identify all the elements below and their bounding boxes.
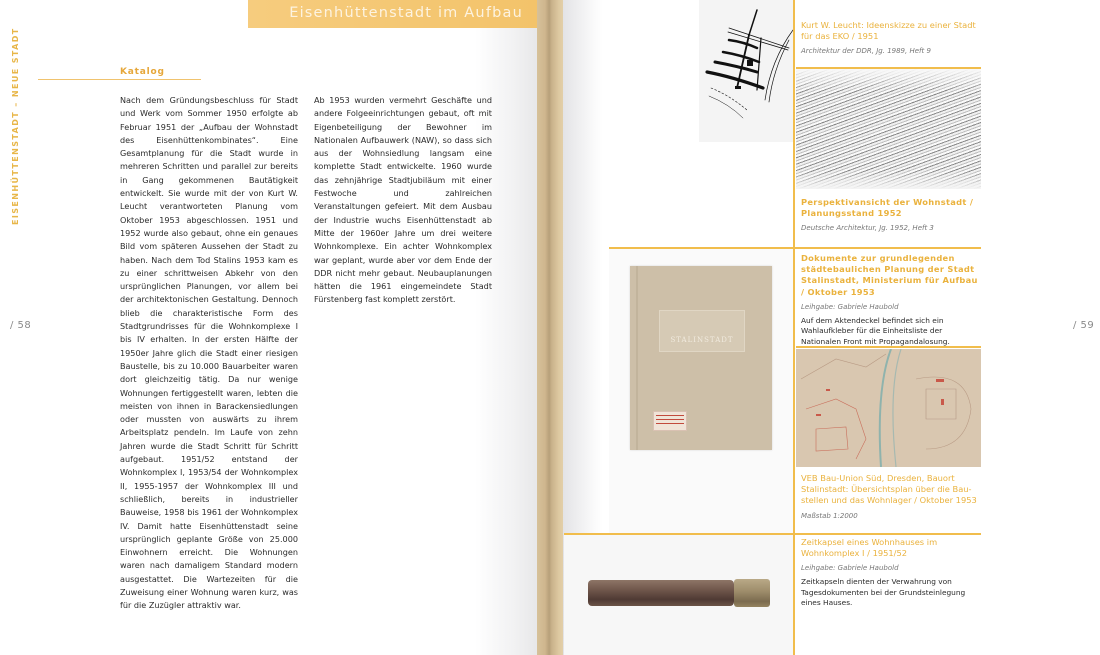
left-page (0, 0, 540, 655)
sketch-drawing-icon (699, 0, 793, 142)
caption-time-capsule (801, 537, 981, 609)
chapter-title: Eisenhüttenstadt im Aufbau (289, 5, 523, 21)
time-capsule-image (564, 534, 793, 655)
body-text-column-2: Ab 1953 wurden vermehrt Geschäfte und andere Folgeeinrichtungen gebaut, oft mit Eigenbeteiligung der Bewohner im Nationalen Aufbauwerk (NAW), so dass sich aus der Wohnsiedlung langsam eine komplette Stadt entwickelte. 1960 wurde das zehnjährige Stadtjubiläum mit einer Festwoche und zahlreichen Veranstaltungen gefeiert. Mit dem Ausbau der Industrie wuchs Eisenhüttenstadt ab Mitte der 1960er Jahre um drei weitere Wohnkomplexe. Ein achter Wohnkomplex war geplant, wurde aber vor dem Ende der DDR nicht mehr gebaut. Neubauplanungen hätten die 1961 eingemeindete Stadt Fürstenberg fast komplett zerstört. (314, 95, 492, 305)
caption-perspective-view (801, 197, 981, 232)
folder-label: STALINSTADT (670, 336, 734, 344)
divider-4 (564, 533, 981, 535)
caption-title: VEB Bau-Union Süd, Dresden, Bauort Stalinstadt: Übersichtsplan über die Baustellen und das Wohnlager / Oktober 1953 (801, 473, 977, 506)
caption-source: Leihgabe: Gabriele Haubold (801, 302, 899, 311)
caption-source: Maßstab 1:2000 (801, 511, 858, 520)
caption-description: Auf dem Aktendeckel befindet sich ein Wahlaufkleber für die Einheitsliste der Nationalen Front mit Propagandalosung. (801, 315, 950, 346)
section-heading: Katalog (120, 67, 165, 77)
chapter-header-band (248, 0, 537, 28)
city-sketch-image (699, 0, 793, 142)
caption-title: Perspektivansicht der Wohnstadt / Planungsstand 1952 (801, 197, 974, 219)
site-plan-image (796, 349, 981, 467)
caption-site-plan (801, 473, 981, 520)
caption-source: Leihgabe: Gabriele Haubold (801, 564, 899, 573)
vertical-divider (793, 0, 795, 655)
election-sticker (653, 411, 687, 431)
caption-source: Deutsche Architektur, Jg. 1952, Heft 3 (801, 224, 934, 233)
caption-source: Architektur der DDR, Jg. 1989, Heft 9 (801, 47, 931, 56)
capsule-tube (588, 580, 734, 606)
document-folder-image (609, 249, 793, 533)
site-plan-drawing-icon (796, 349, 981, 467)
book-spine (537, 0, 564, 655)
divider-1 (796, 67, 981, 69)
divider-2 (609, 247, 981, 249)
caption-title: Kurt W. Leucht: Ideenskizze zu einer Stadt für das EKO / 1951 (801, 20, 976, 42)
running-section-label: EISENHÜTTENSTADT – NEUE STADT (11, 27, 20, 225)
capsule-cap (734, 579, 770, 607)
caption-city-sketch (801, 20, 981, 55)
page-number-left: / 58 (10, 320, 32, 331)
caption-title: Dokumente zur grundlegenden städtebaulichen Planung der Stadt Stalinstadt, Ministerium für Aufbau / Oktober 1953 (801, 253, 978, 297)
caption-description: Zeitkapseln dienten der Verwahrung von Tagesdokumenten bei der Grundsteinlegung eines Hauses. (801, 577, 966, 608)
folder-cover (630, 266, 772, 450)
perspective-view-image (796, 69, 981, 189)
page-number-right: / 59 (1073, 320, 1095, 331)
caption-documents (801, 253, 981, 347)
caption-title: Zeitkapsel eines Wohnhauses im Wohnkomplex I / 1951/52 (801, 537, 938, 559)
section-rule (38, 79, 201, 80)
body-text-column-1: Nach dem Gründungsbeschluss für Stadt und Werk vom Sommer 1950 erfolgte ab Februar 1951 der „Aufbau der Wohnstadt des Eisenhüttenkombinates“. Eine Gesamtplanung für die Stadt wurde in mehreren Schritten und parallel zur bereits in Gang gekommenen Bautätigkeit entwickelt. Sie wurde mit der von Kurt W. Leucht verantworteten Planung vom Oktober 1953 abgeschlossen. 1951 und 1952 wurde also gebaut, ohne ein genaues Bild vom späteren Aussehen der Stadt zu haben. Nach dem Tod Stalins 1953 kam es zu einer schrittweisen Abkehr von den ursprünglichen Planungen, vor allem bei der architektonischen Gestaltung. Dennoch blieb die charakteristische Form des Stadtgrundrisses für die Wohnkomplexe I bis IV erhalten. In der ersten Hälfte der 1950er Jahre glich die Stadt einer riesigen Baustelle, bis zu 10.000 Bauarbeiter waren dort gleichzeitig tätig. Da nur wenige Wohnungen fertiggestellt waren, lebten die meisten von ihnen in Barackensiedlungen oder mussten von auswärts zu ihrem Arbeitsplatz pendeln. Im Laufe von zehn Jahren wurde die Stadt Schritt für Schritt aufgebaut. 1951/52 entstand der Wohnkomplex I, 1953/54 der Wohnkomplex II, 1955-1957 der Wohnkomplex III und schließlich, bereits in industrieller Bauweise, 1958 bis 1961 der Wohnkomplex IV. Damit hatte Eisenhüttenstadt seine ursprünglich geplante Größe von 25.000 Einwohnern erreicht. Die Wohnungen waren nach damaligem Standard modern ausgestattet. Die Wartezeiten für die Zuweisung einer Wohnung waren kurz, was für die Zuzügler attraktiv war. (120, 95, 298, 611)
